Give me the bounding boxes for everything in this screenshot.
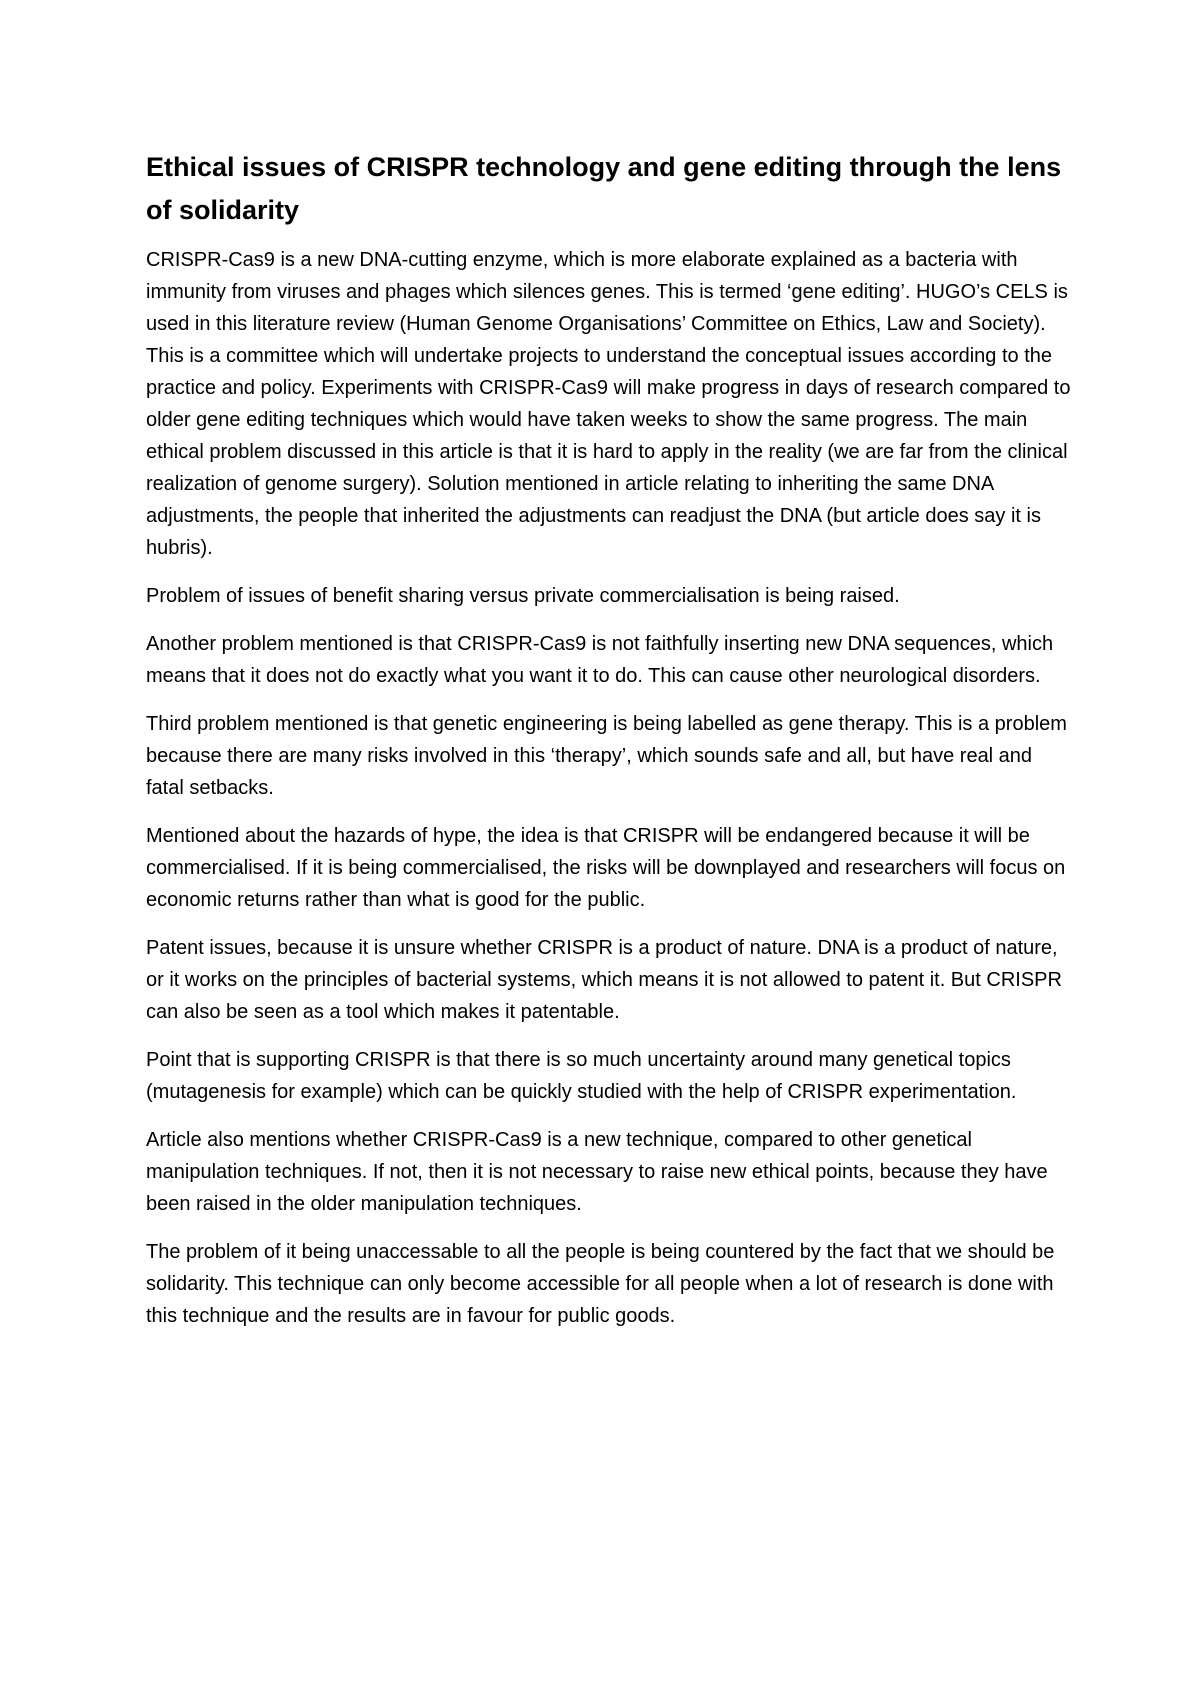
paragraph-supporting: Point that is supporting CRISPR is that there is so much uncertainty around many genetical topics (mutagenesis for example) which can be quickly studied with the help of CRISPR experimentation. [146,1049,1017,1103]
paragraph-solidarity: The problem of it being unaccessable to all the people is being countered by the fact that we should be solidarity. This technique can only become accessible for all people when a lot of research is done with this technique and the results are in favour for public goods. [146,1241,1055,1327]
paragraph-patent: Patent issues, because it is unsure whether CRISPR is a product of nature. DNA is a product of nature, or it works on the principles of bacterial systems, which means it is not allowed to patent it. But CRISPR can also be seen as a tool which makes it patentable. [146,937,1062,1023]
paragraph-hype: Mentioned about the hazards of hype, the idea is that CRISPR will be endangered because it will be commercialised. If it is being commercialised, the risks will be downplayed and researchers will focus on economic returns rather than what is good for the public. [146,825,1066,911]
paragraph-gene-therapy: Third problem mentioned is that genetic engineering is being labelled as gene therapy. This is a problem because there are many risks involved in this ‘therapy’, which sounds safe and all, but have real and fatal setbacks. [146,713,1067,799]
paragraph-introduction: CRISPR-Cas9 is a new DNA-cutting enzyme, which is more elaborate explained as a bacteria with immunity from viruses and phages which silences genes. This is termed ‘gene editing’. HUGO’s CELS is used in this literature review (Human Genome Organisations’ Committee on Ethics, Law and Society). This is a committee which will undertake projects to understand the conceptual issues according to the practice and policy. Experiments with CRISPR-Cas9 will make progress in days of research compared to older gene editing techniques which would have taken weeks to show the same progress. The main ethical problem discussed in this article is that it is hard to apply in the reality (we are far from the clinical realization of genome surgery). Solution mentioned in article relating to inheriting the same DNA adjustments, the people that inherited the adjustments can readjust the DNA (but article does say it is hubris). [146,249,1071,559]
paragraph-benefit-sharing: Problem of issues of benefit sharing versus private commercialisation is being raised. [146,585,900,607]
document-title: Ethical issues of CRISPR technology and gene editing through the lens of solidarity [146,152,1062,225]
paragraph-new-technique: Article also mentions whether CRISPR-Cas9 is a new technique, compared to other genetical manipulation techniques. If not, then it is not necessary to raise new ethical points, because they have been raised in the older manipulation techniques. [146,1129,1048,1215]
paragraph-dna-insertion: Another problem mentioned is that CRISPR-Cas9 is not faithfully inserting new DNA sequences, which means that it does not do exactly what you want it to do. This can cause other neurological disorders. [146,633,1054,687]
document-body [146,146,1071,1348]
